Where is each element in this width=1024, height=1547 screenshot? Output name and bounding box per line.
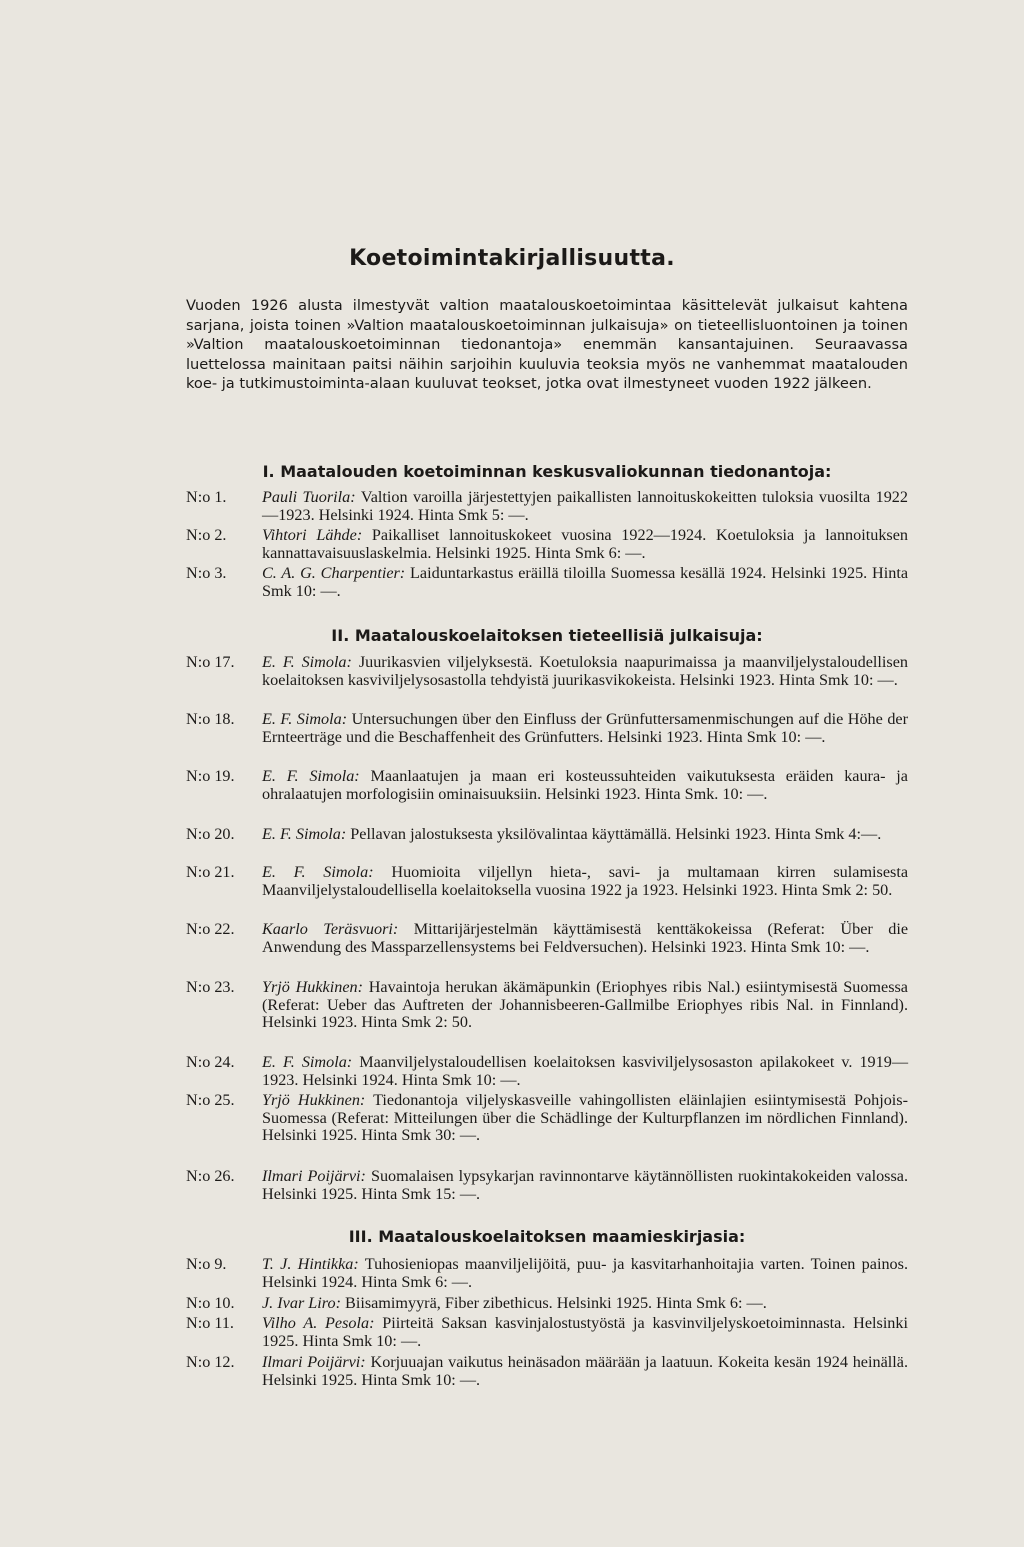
entry-number: N:o 26.	[186, 1167, 235, 1185]
entry-text: Huomioita viljellyn hieta-, savi- ja multamaan kirren sulamisesta Maanviljelystaloudellisella koelaitoksella vuosina 1922 ja 1923. Helsinki 1923. Hinta Smk 2: 50.	[262, 863, 909, 899]
entry-author: Pauli Tuorila:	[262, 488, 356, 506]
entry-text: Tiedonantoja viljelyskasveille vahingollisten eläinlajien esiintymisestä Pohjois-Suomessa (Referat: Mitteilungen über die Schädlinge der Kulturpflanzen im nördlichen Finnland). Helsinki 1925. Hinta Smk 30: —.	[262, 1091, 908, 1144]
entry-number: N:o 10.	[186, 1294, 235, 1312]
section-heading: II. Maatalouskoelaitoksen tieteellisiä julkaisuja:	[331, 626, 763, 645]
entry-number: N:o 11.	[186, 1314, 234, 1332]
entry-text: Juurikasvien viljelyksestä. Koetuloksia naapurimaissa ja maanviljelystaloudellisen koelaitoksen kasviviljelysosastolla tehdyistä juurikasvikokeista. Helsinki 1923. Hinta Smk 10: —.	[262, 653, 908, 689]
list-item	[186, 1054, 908, 1089]
entry-author: T. J. Hintikka:	[262, 1255, 359, 1273]
entry-number: N:o 12.	[186, 1353, 235, 1371]
entry-author: Yrjö Hukkinen:	[262, 978, 363, 996]
list-item	[186, 527, 908, 562]
entry-text: Pellavan jalostuksesta yksilövalintaa käyttämällä. Helsinki 1923. Hinta Smk 4:—.	[350, 825, 882, 843]
list-item	[186, 1256, 908, 1291]
entry-author: Vilho A. Pesola:	[262, 1314, 375, 1332]
entry-number: N:o 21.	[186, 863, 235, 881]
entry-number: N:o 20.	[186, 825, 235, 843]
entry-text: Maanlaatujen ja maan eri kosteussuhteiden vaikutuksesta eräiden kaura- ja ohralaatujen morfologisiin ominaisuuksiin. Helsinki 1923. Hinta Smk. 10: —.	[262, 767, 908, 803]
entry-text: Biisamimyyrä, Fiber zibethicus. Helsinki 1925. Hinta Smk 6: —.	[345, 1294, 767, 1312]
entry-author: Ilmari Poijärvi:	[262, 1167, 366, 1185]
entry-number: N:o 24.	[186, 1053, 235, 1071]
section-heading: III. Maatalouskoelaitoksen maamieskirjasia:	[348, 1227, 746, 1246]
list-item	[186, 654, 908, 689]
entry-text: Havaintoja herukan äkämäpunkin (Eriophyes ribis Nal.) esiintymisestä Suomessa (Referat: Ueber das Auftreten der Johannisbeeren-Gallmilbe Eriophyes ribis Nal. in Finnland). Helsinki 1923. Hinta Smk 2: 50.	[262, 978, 908, 1031]
entry-author: J. Ivar Liro:	[262, 1294, 341, 1312]
entry-number: N:o 9.	[186, 1255, 227, 1273]
entry-number: N:o 23.	[186, 978, 235, 996]
entry-number: N:o 25.	[186, 1091, 235, 1109]
list-item	[186, 1295, 908, 1313]
entry-number: N:o 18.	[186, 710, 235, 728]
intro-text: Vuoden 1926 alusta ilmestyvät valtion maatalouskoetoimintaa käsittelevät julkaisut kahtena sarjana, joista toinen »Valtion maatalouskoetoiminnan julkaisuja» on tieteellisluontoinen ja toinen »Valtion maatalouskoetoiminnan tiedonantoja» enemmän kansantajuinen. Seuraavassa luettelossa mainitaan paitsi näihin sarjoihin kuuluvia teoksia myös ne vanhemmat maatalouden koe- ja tutkimustoiminta-alaan kuuluvat teokset, jotka ovat ilmestyneet vuoden 1922 jälkeen.	[186, 297, 908, 393]
entry-author: E. F. Simola:	[262, 863, 374, 881]
entry-author: Kaarlo Teräsvuori:	[262, 920, 399, 938]
list-item	[186, 826, 908, 844]
list-item	[186, 711, 908, 746]
entry-author: E. F. Simola:	[262, 710, 348, 728]
entry-text: Laiduntarkastus eräillä tiloilla Suomessa kesällä 1924. Helsinki 1925. Hinta Smk 10: —.	[262, 564, 909, 600]
entry-text: Mittarijärjestelmän käyttämisestä kenttäkokeissa (Referat: Über die Anwendung des Massparzellensystems bei Feldversuchen). Helsinki 1923. Hinta Smk 10: —.	[262, 920, 909, 956]
entry-number: N:o 1.	[186, 488, 227, 506]
list-item	[186, 1315, 908, 1350]
entry-author: C. A. G. Charpentier:	[262, 564, 406, 582]
entry-text: Suomalaisen lypsykarjan ravinnontarve käytännöllisten ruokintakokeiden valossa. Helsinki 1925. Hinta Smk 15: —.	[262, 1167, 908, 1203]
entry-number: N:o 3.	[186, 564, 227, 582]
list-item	[186, 1168, 908, 1203]
list-item	[186, 1092, 908, 1145]
entry-author: E. F. Simola:	[262, 767, 360, 785]
entry-number: N:o 22.	[186, 920, 235, 938]
entry-text: Korjuuajan vaikutus heinäsadon määrään ja laatuun. Kokeita kesän 1924 heinällä. Helsinki 1925. Hinta Smk 10: —.	[262, 1353, 908, 1389]
entry-number: N:o 17.	[186, 653, 235, 671]
entry-text: Untersuchungen über den Einfluss der Grünfuttersamenmischungen auf die Höhe der Ernteerträge und die Beschaffenheit des Grünfutters. Helsinki 1923. Hinta Smk 10: —.	[262, 710, 908, 746]
entry-text: Paikalliset lannoituskokeet vuosina 1922—1924. Koetuloksia ja lannoituksen kannattavaisuuslaskelmia. Helsinki 1925. Hinta Smk 6: —.	[262, 526, 908, 562]
list-item	[186, 979, 908, 1032]
entry-author: Vihtori Lähde:	[262, 526, 363, 544]
entry-author: Yrjö Hukkinen:	[262, 1091, 366, 1109]
intro-paragraph	[186, 296, 908, 394]
list-item	[186, 565, 908, 600]
entry-author: E. F. Simola:	[262, 1053, 353, 1071]
page-title: Koetoimintakirjallisuutta.	[349, 246, 675, 271]
list-item	[186, 489, 908, 524]
list-item	[186, 768, 908, 803]
entry-text: Piirteitä Saksan kasvinjalostustyöstä ja kasvinviljelyskoetoiminnasta. Helsinki 1925. Hinta Smk 10: —.	[262, 1314, 908, 1350]
entry-number: N:o 19.	[186, 767, 235, 785]
entry-text: Valtion varoilla järjestettyjen paikallisten lannoituskokeitten tuloksia vuosilta 1922—1923. Helsinki 1924. Hinta Smk 5: —.	[262, 488, 908, 524]
list-item	[186, 921, 908, 956]
entry-author: Ilmari Poijärvi:	[262, 1353, 366, 1371]
entry-author: E. F. Simola:	[262, 825, 347, 843]
list-item	[186, 1354, 908, 1389]
entry-text: Tuhosieniopas maanviljelijöitä, puu- ja kasvitarhanhoitajia varten. Toinen painos. Helsinki 1924. Hinta Smk 6: —.	[262, 1255, 908, 1291]
list-item	[186, 864, 908, 899]
entry-author: E. F. Simola:	[262, 653, 352, 671]
entry-number: N:o 2.	[186, 526, 227, 544]
entry-text: Maanviljelystaloudellisen koelaitoksen kasviviljelysosaston apilakokeet v. 1919—1923. Helsinki 1924. Hinta Smk 10: —.	[262, 1053, 909, 1089]
section-heading: I. Maatalouden koetoiminnan keskusvaliokunnan tiedonantoja:	[262, 462, 832, 481]
